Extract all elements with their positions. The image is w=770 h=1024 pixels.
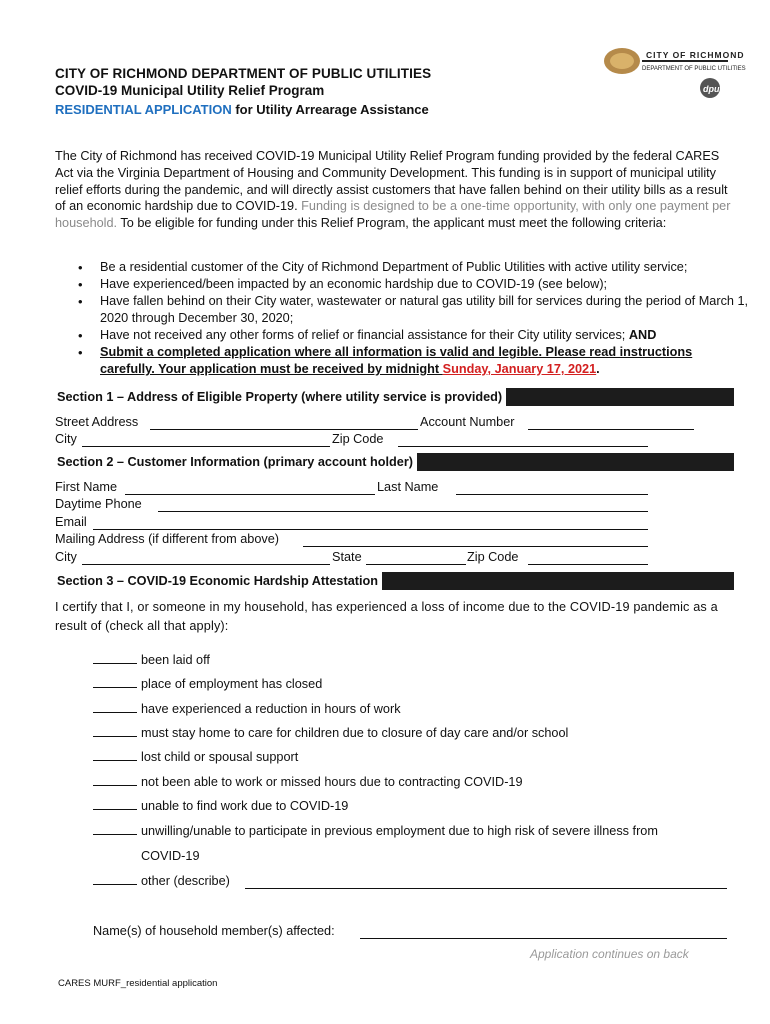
checkbox-blank[interactable] [93,750,137,761]
checkbox-blank[interactable] [93,702,137,713]
account-number-label: Account Number [420,415,515,429]
dpu-mark-text: dpu [703,84,720,94]
street-address-label: Street Address [55,415,139,429]
daytime-phone-field[interactable] [158,511,648,512]
certify-statement: I certify that I, or someone in my household, has experienced a loss of income due to the COVID-19 pandemic as a result of (check all that apply): [55,600,718,633]
section1-header [55,388,734,406]
mailing-city-field[interactable] [82,564,330,565]
criteria-item: • Have not received any other forms of relief or financial assistance for their City utility services; AND [78,327,750,344]
last-name-label: Last Name [377,480,439,494]
checkbox-blank[interactable] [93,799,137,810]
section2-header [55,453,734,471]
hardship-option[interactable]: place of employment has closed [93,677,322,691]
intro-one-time-note: Funding is designed to be a one-time opportunity, with only one payment per household. [55,199,731,231]
logo-city-text: CITY OF RICHMOND [646,50,745,60]
mailing-address-field[interactable] [303,546,648,547]
mailing-zip-field[interactable] [528,564,648,565]
household-members-label: Name(s) of household member(s) affected: [93,924,335,938]
property-city-field[interactable] [82,446,330,447]
header-department: CITY OF RICHMOND DEPARTMENT OF PUBLIC UTILITIES [55,66,432,81]
criteria-item: • Be a residential customer of the City of Richmond Department of Public Utilities with active utility service; [78,259,750,276]
hardship-option[interactable]: unable to find work due to COVID-19 [93,799,348,813]
property-city-label: City [55,432,77,446]
hardship-option[interactable]: must stay home to care for children due to closure of day care and/or school [93,726,568,740]
logo-dept-text: DEPARTMENT OF PUBLIC UTILITIES [642,66,746,72]
continues-note: Application continues on back [530,947,689,961]
hardship-option[interactable]: been laid off [93,653,210,667]
checkbox-blank[interactable] [93,775,137,786]
household-members-field[interactable] [360,938,727,939]
property-zip-field[interactable] [398,446,648,447]
criteria-item: • Submit a completed application where all information is valid and legible. Please read instructions carefully. Your application must be received by midnight Sunday, January 17, 2021. [78,344,750,378]
mailing-zip-label: Zip Code [467,550,519,564]
checkbox-blank[interactable] [93,874,137,885]
hardship-option[interactable]: have experienced a reduction in hours of work [93,702,401,716]
section2-title: Section 2 – Customer Information (primary account holder) [55,453,417,471]
account-number-field[interactable] [528,429,694,430]
checkbox-blank[interactable] [93,653,137,664]
other-describe-field[interactable] [245,888,727,889]
mailing-city-label: City [55,550,77,564]
section1-title: Section 1 – Address of Eligible Property (where utility service is provided) [55,388,506,406]
deadline-date: Sunday, January 17, 2021 [442,362,597,376]
checkbox-blank[interactable] [93,677,137,688]
hardship-option[interactable]: not been able to work or missed hours due to contracting COVID-19 [93,775,523,789]
last-name-field[interactable] [456,494,648,495]
checkbox-blank[interactable] [93,726,137,737]
section3-title: Section 3 – COVID-19 Economic Hardship Attestation [55,572,382,590]
mailing-address-label: Mailing Address (if different from above) [55,532,280,546]
hardship-option[interactable]: lost child or spousal support [93,750,298,764]
hardship-option[interactable]: unwilling/unable to participate in previous employment due to high risk of severe illness from [93,824,658,838]
intro-text-2: To be eligible for funding under this Relief Program, the applicant must meet the following criteria: [117,216,667,231]
hardship-option-continued: COVID-19 [141,849,200,863]
header-assistance-label: for Utility Arrearage Assistance [231,102,429,117]
first-name-field[interactable] [125,494,375,495]
intro-text-1: The City of Richmond has received COVID-19 Municipal Utility Relief Program funding provided by the federal CARES Act via the Virginia Department of Housing and Community Development. This funding is in support of municipal utility relief efforts during the pandemic, and will directly assist customers that have fallen behind on their utility bills as a result of an economic hardship due to COVID-19. [55,149,728,214]
email-label: Email [55,515,87,529]
header-program: COVID-19 Municipal Utility Relief Program [55,83,325,98]
checkbox-blank[interactable] [93,824,137,835]
header-application-type [55,102,429,117]
mailing-state-label: State [332,550,362,564]
property-zip-label: Zip Code [332,432,384,446]
section3-header [55,572,734,590]
mailing-state-field[interactable] [366,564,466,565]
criteria-item: • Have fallen behind on their City water, wastewater or natural gas utility bill for services during the period of March 1, 2020 through December 30, 2020; [78,293,750,327]
footer-form-id: CARES MURF_residential application [58,978,218,989]
eligibility-criteria [78,259,750,378]
hardship-option-other[interactable]: other (describe) [93,874,230,888]
email-field[interactable] [93,529,648,530]
first-name-label: First Name [55,480,118,494]
intro-paragraph [55,148,735,232]
city-logo [602,44,746,102]
criteria-item: • Have experienced/been impacted by an economic hardship due to COVID-19 (see below); [78,276,750,293]
header-residential-label: RESIDENTIAL APPLICATION [55,102,232,117]
daytime-phone-label: Daytime Phone [55,497,142,511]
street-address-field[interactable] [150,429,418,430]
